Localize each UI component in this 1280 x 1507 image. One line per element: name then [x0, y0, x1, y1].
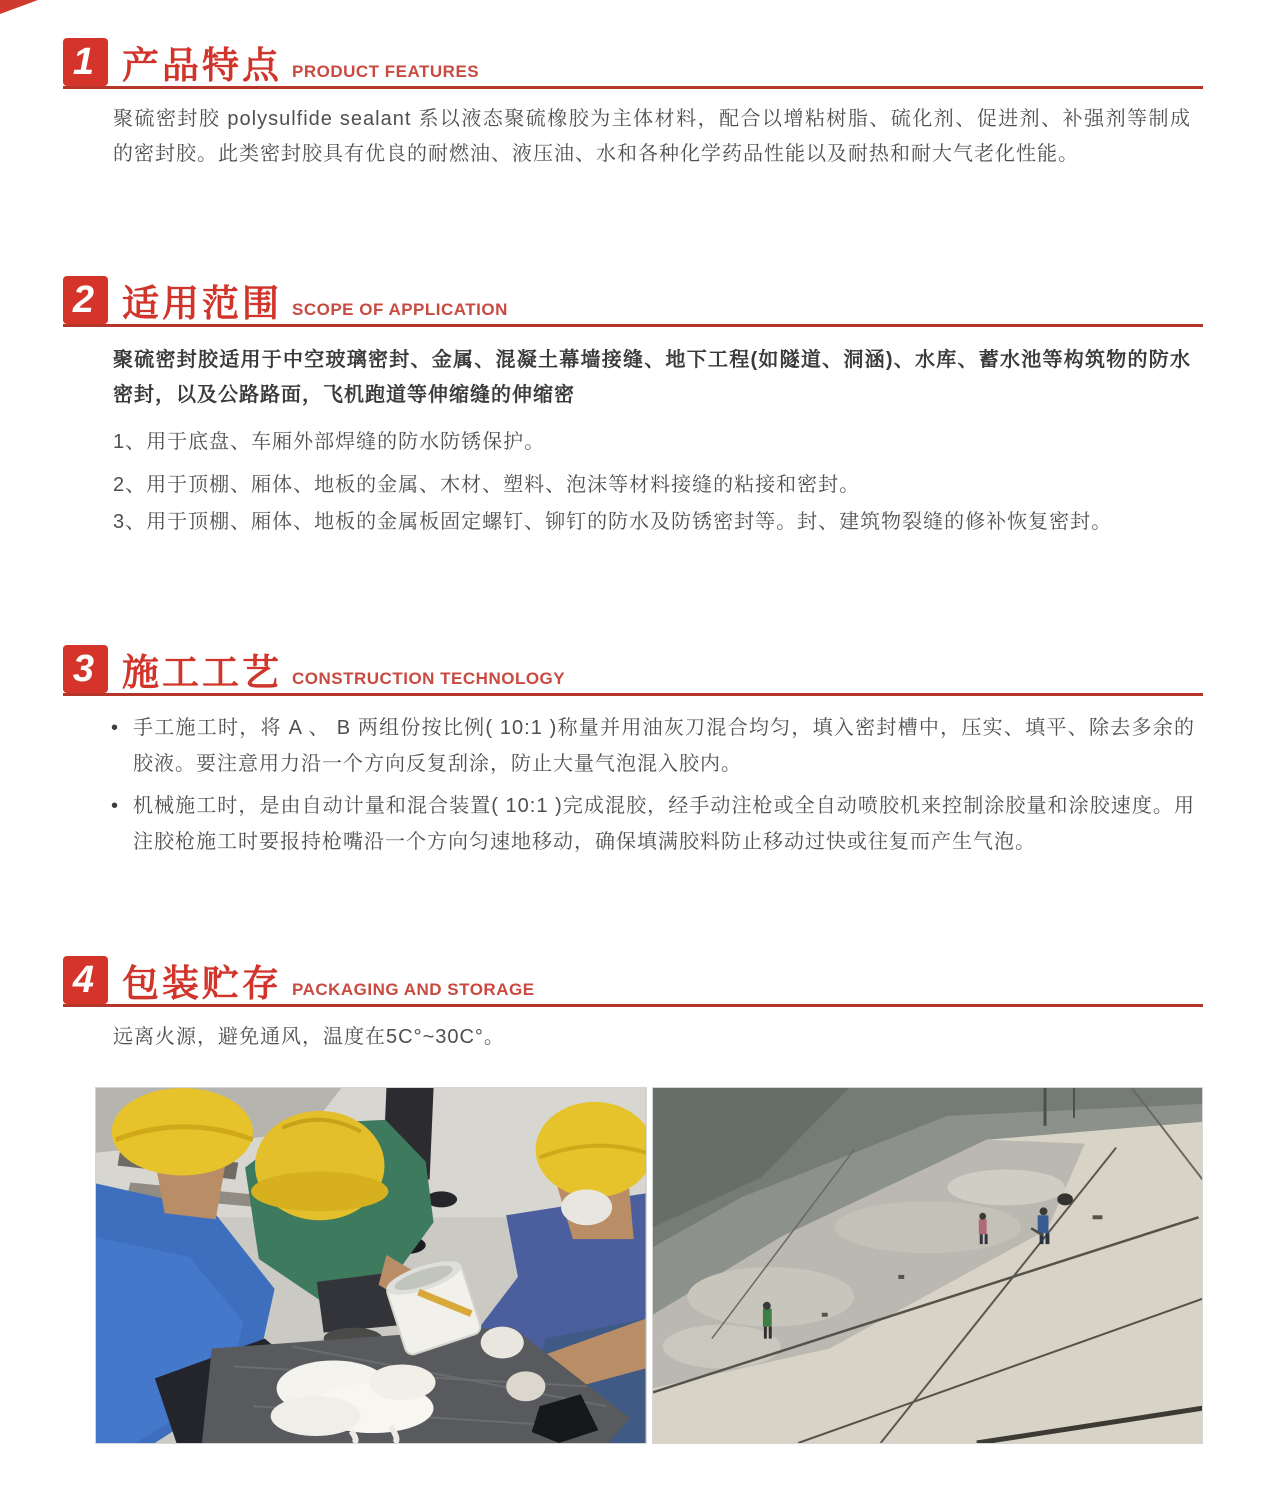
- section-number-badge: 2: [63, 276, 108, 324]
- bullet-text: 机械施工时，是由自动计量和混合装置( 10:1 )完成混胶，经手动注枪或全自动喷胶机来控制涂胶量和涂胶速度。用注胶枪施工时要报持枪嘴沿一个方向匀速地移动，确保填满胶料防止移动过快或往复而产生气泡。: [133, 795, 1195, 853]
- list-item: 1、用于底盘、车厢外部焊缝的防水防锈保护。: [113, 431, 546, 453]
- photo-workers-mixing-sealant: [95, 1087, 647, 1444]
- section-lead-paragraph: 聚硫密封胶适用于中空玻璃密封、金属、混凝土幕墙接缝、地下工程(如隧道、洞涵)、水库、蓄水池等构筑物的防水密封，以及公路路面，飞机跑道等伸缩缝的伸缩密: [113, 349, 1191, 406]
- section-scope-of-application: [63, 276, 1203, 539]
- section-title-en: PACKAGING AND STORAGE: [292, 980, 535, 999]
- bullet-text: 手工施工时，将 A 、 B 两组份按比例( 10:1 )称量并用油灰刀混合均匀，填入密封槽中，压实、填平、除去多余的胶液。要注意用力沿一个方向反复刮涂，防止大量气泡混入胶内。: [133, 717, 1195, 775]
- bullet-item: [111, 788, 1195, 860]
- bullet-dot-icon: •: [111, 717, 119, 739]
- numbered-list: [113, 425, 1191, 539]
- section-number-badge: 1: [63, 38, 108, 86]
- section-title-en: SCOPE OF APPLICATION: [292, 300, 508, 319]
- photo-illustration-left: [96, 1088, 646, 1443]
- section-header: [63, 38, 1203, 89]
- section-number-badge: 4: [63, 956, 108, 1004]
- section-title-en: CONSTRUCTION TECHNOLOGY: [292, 669, 566, 688]
- photo-illustration-right: [653, 1088, 1203, 1443]
- section-body-paragraph: 聚硫密封胶 polysulfide sealant 系以液态聚硫橡胶为主体材料，配合以增粘树脂、硫化剂、促进剂、补强剂等制成的密封胶。此类密封胶具有优良的耐燃油、液压油、水和各种化学药品性能以及耐热和耐大气老化性能。: [113, 108, 1191, 165]
- list-item: 2、用于顶棚、厢体、地板的金属、木材、塑料、泡沫等材料接缝的粘接和密封。: [113, 474, 861, 496]
- section-header: [63, 645, 1203, 696]
- section-title-en: PRODUCT FEATURES: [292, 62, 480, 81]
- section-header: [63, 276, 1203, 327]
- corner-accent-triangle: [0, 0, 38, 14]
- section-packaging-and-storage: [63, 956, 1203, 1055]
- section-number-badge: 3: [63, 645, 108, 693]
- section-product-features: [63, 38, 1203, 172]
- section-title-cn: 施工工艺: [122, 652, 282, 693]
- document-page: [63, 38, 1203, 1444]
- section-construction-technology: [63, 645, 1203, 860]
- bullet-list: [111, 710, 1195, 860]
- list-item: 3、用于顶棚、厢体、地板的金属板固定螺钉、铆钉的防水及防锈密封等。封、建筑物裂缝的修补恢复密封。: [113, 511, 1113, 533]
- bullet-dot-icon: •: [111, 795, 119, 817]
- photo-dam-slope-sealing: [652, 1087, 1204, 1444]
- section-title-cn: 包装贮存: [122, 963, 282, 1004]
- section-title-cn: 适用范围: [122, 283, 282, 324]
- photo-row: [95, 1087, 1203, 1444]
- bullet-item: [111, 710, 1195, 782]
- section-title-cn: 产品特点: [122, 45, 282, 86]
- section-header: [63, 956, 1203, 1007]
- section-body-paragraph: 远离火源，避免通风，温度在5C°~30C°。: [113, 1026, 505, 1048]
